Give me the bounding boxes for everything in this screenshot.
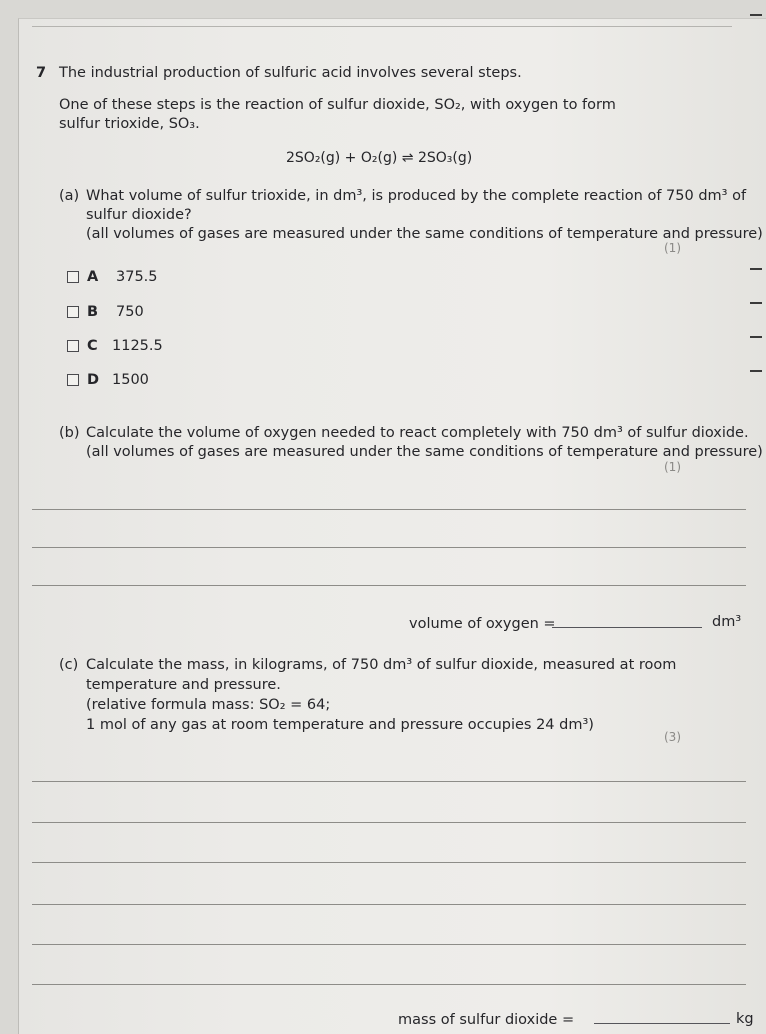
part-c-line-3: (relative formula mass: SO₂ = 64; — [86, 697, 331, 713]
margin-mark — [750, 302, 762, 304]
part-c-line-4: 1 mol of any gas at room temperature and pressure occupies 24 dm³) — [86, 717, 594, 733]
working-line — [32, 904, 746, 905]
option-c-letter: C — [87, 338, 98, 354]
oxygen-answer-label: volume of oxygen = — [409, 616, 556, 632]
option-d-letter: D — [87, 372, 100, 388]
part-c-marks: (3) — [664, 730, 681, 744]
part-b-marks: (1) — [664, 460, 681, 474]
part-a-line-3: (all volumes of gases are measured under the same conditions of temperature and pressure) — [86, 226, 763, 242]
part-a-line-1: What volume of sulfur trioxide, in dm³, is produced by the complete reaction of 750 dm³ of — [86, 188, 747, 204]
mass-answer-line[interactable] — [594, 1023, 730, 1024]
part-a-line-2: sulfur dioxide? — [86, 207, 192, 223]
mass-answer-unit: kg — [736, 1011, 754, 1027]
option-a-checkbox[interactable] — [67, 271, 79, 283]
oxygen-answer-unit: dm³ — [712, 614, 742, 630]
part-a-marks: (1) — [664, 241, 681, 255]
part-b-label: (b) — [59, 425, 80, 441]
context-line-1: One of these steps is the reaction of sulfur dioxide, SO₂, with oxygen to form — [59, 97, 616, 113]
chemical-equation: 2SO₂(g) + O₂(g) ⇌ 2SO₃(g) — [286, 150, 473, 166]
working-line — [32, 509, 746, 510]
oxygen-answer-line[interactable] — [552, 627, 702, 628]
margin-mark — [750, 336, 762, 338]
working-line — [32, 822, 746, 823]
working-line — [32, 862, 746, 863]
working-line — [32, 585, 746, 586]
option-c-checkbox[interactable] — [67, 340, 79, 352]
margin-mark — [750, 268, 762, 270]
option-c-value: 1125.5 — [112, 338, 163, 354]
part-c-line-1: Calculate the mass, in kilograms, of 750 dm³ of sulfur dioxide, measured at room — [86, 657, 677, 673]
question-intro: The industrial production of sulfuric acid involves several steps. — [59, 65, 522, 81]
question-number: 7 — [36, 65, 47, 81]
working-line — [32, 944, 746, 945]
part-b-line-2: (all volumes of gases are measured under the same conditions of temperature and pressure) — [86, 444, 763, 460]
part-c-label: (c) — [59, 657, 79, 673]
part-a-label: (a) — [59, 188, 80, 204]
option-b-value: 750 — [116, 304, 144, 320]
option-a-value: 375.5 — [116, 269, 158, 285]
part-c-line-2: temperature and pressure. — [86, 677, 281, 693]
mass-answer-label: mass of sulfur dioxide = — [398, 1012, 575, 1028]
working-line — [32, 781, 746, 782]
top-border — [32, 26, 732, 27]
option-b-letter: B — [87, 304, 99, 320]
part-b-line-1: Calculate the volume of oxygen needed to react completely with 750 dm³ of sulfur dioxide. — [86, 425, 749, 441]
exam-page — [18, 18, 766, 1034]
margin-mark — [750, 14, 762, 16]
working-line — [32, 547, 746, 548]
option-d-checkbox[interactable] — [67, 374, 79, 386]
option-d-value: 1500 — [112, 372, 149, 388]
option-a-letter: A — [87, 269, 99, 285]
margin-mark — [750, 370, 762, 372]
working-line — [32, 984, 746, 985]
option-b-checkbox[interactable] — [67, 306, 79, 318]
context-line-2: sulfur trioxide, SO₃. — [59, 116, 200, 132]
